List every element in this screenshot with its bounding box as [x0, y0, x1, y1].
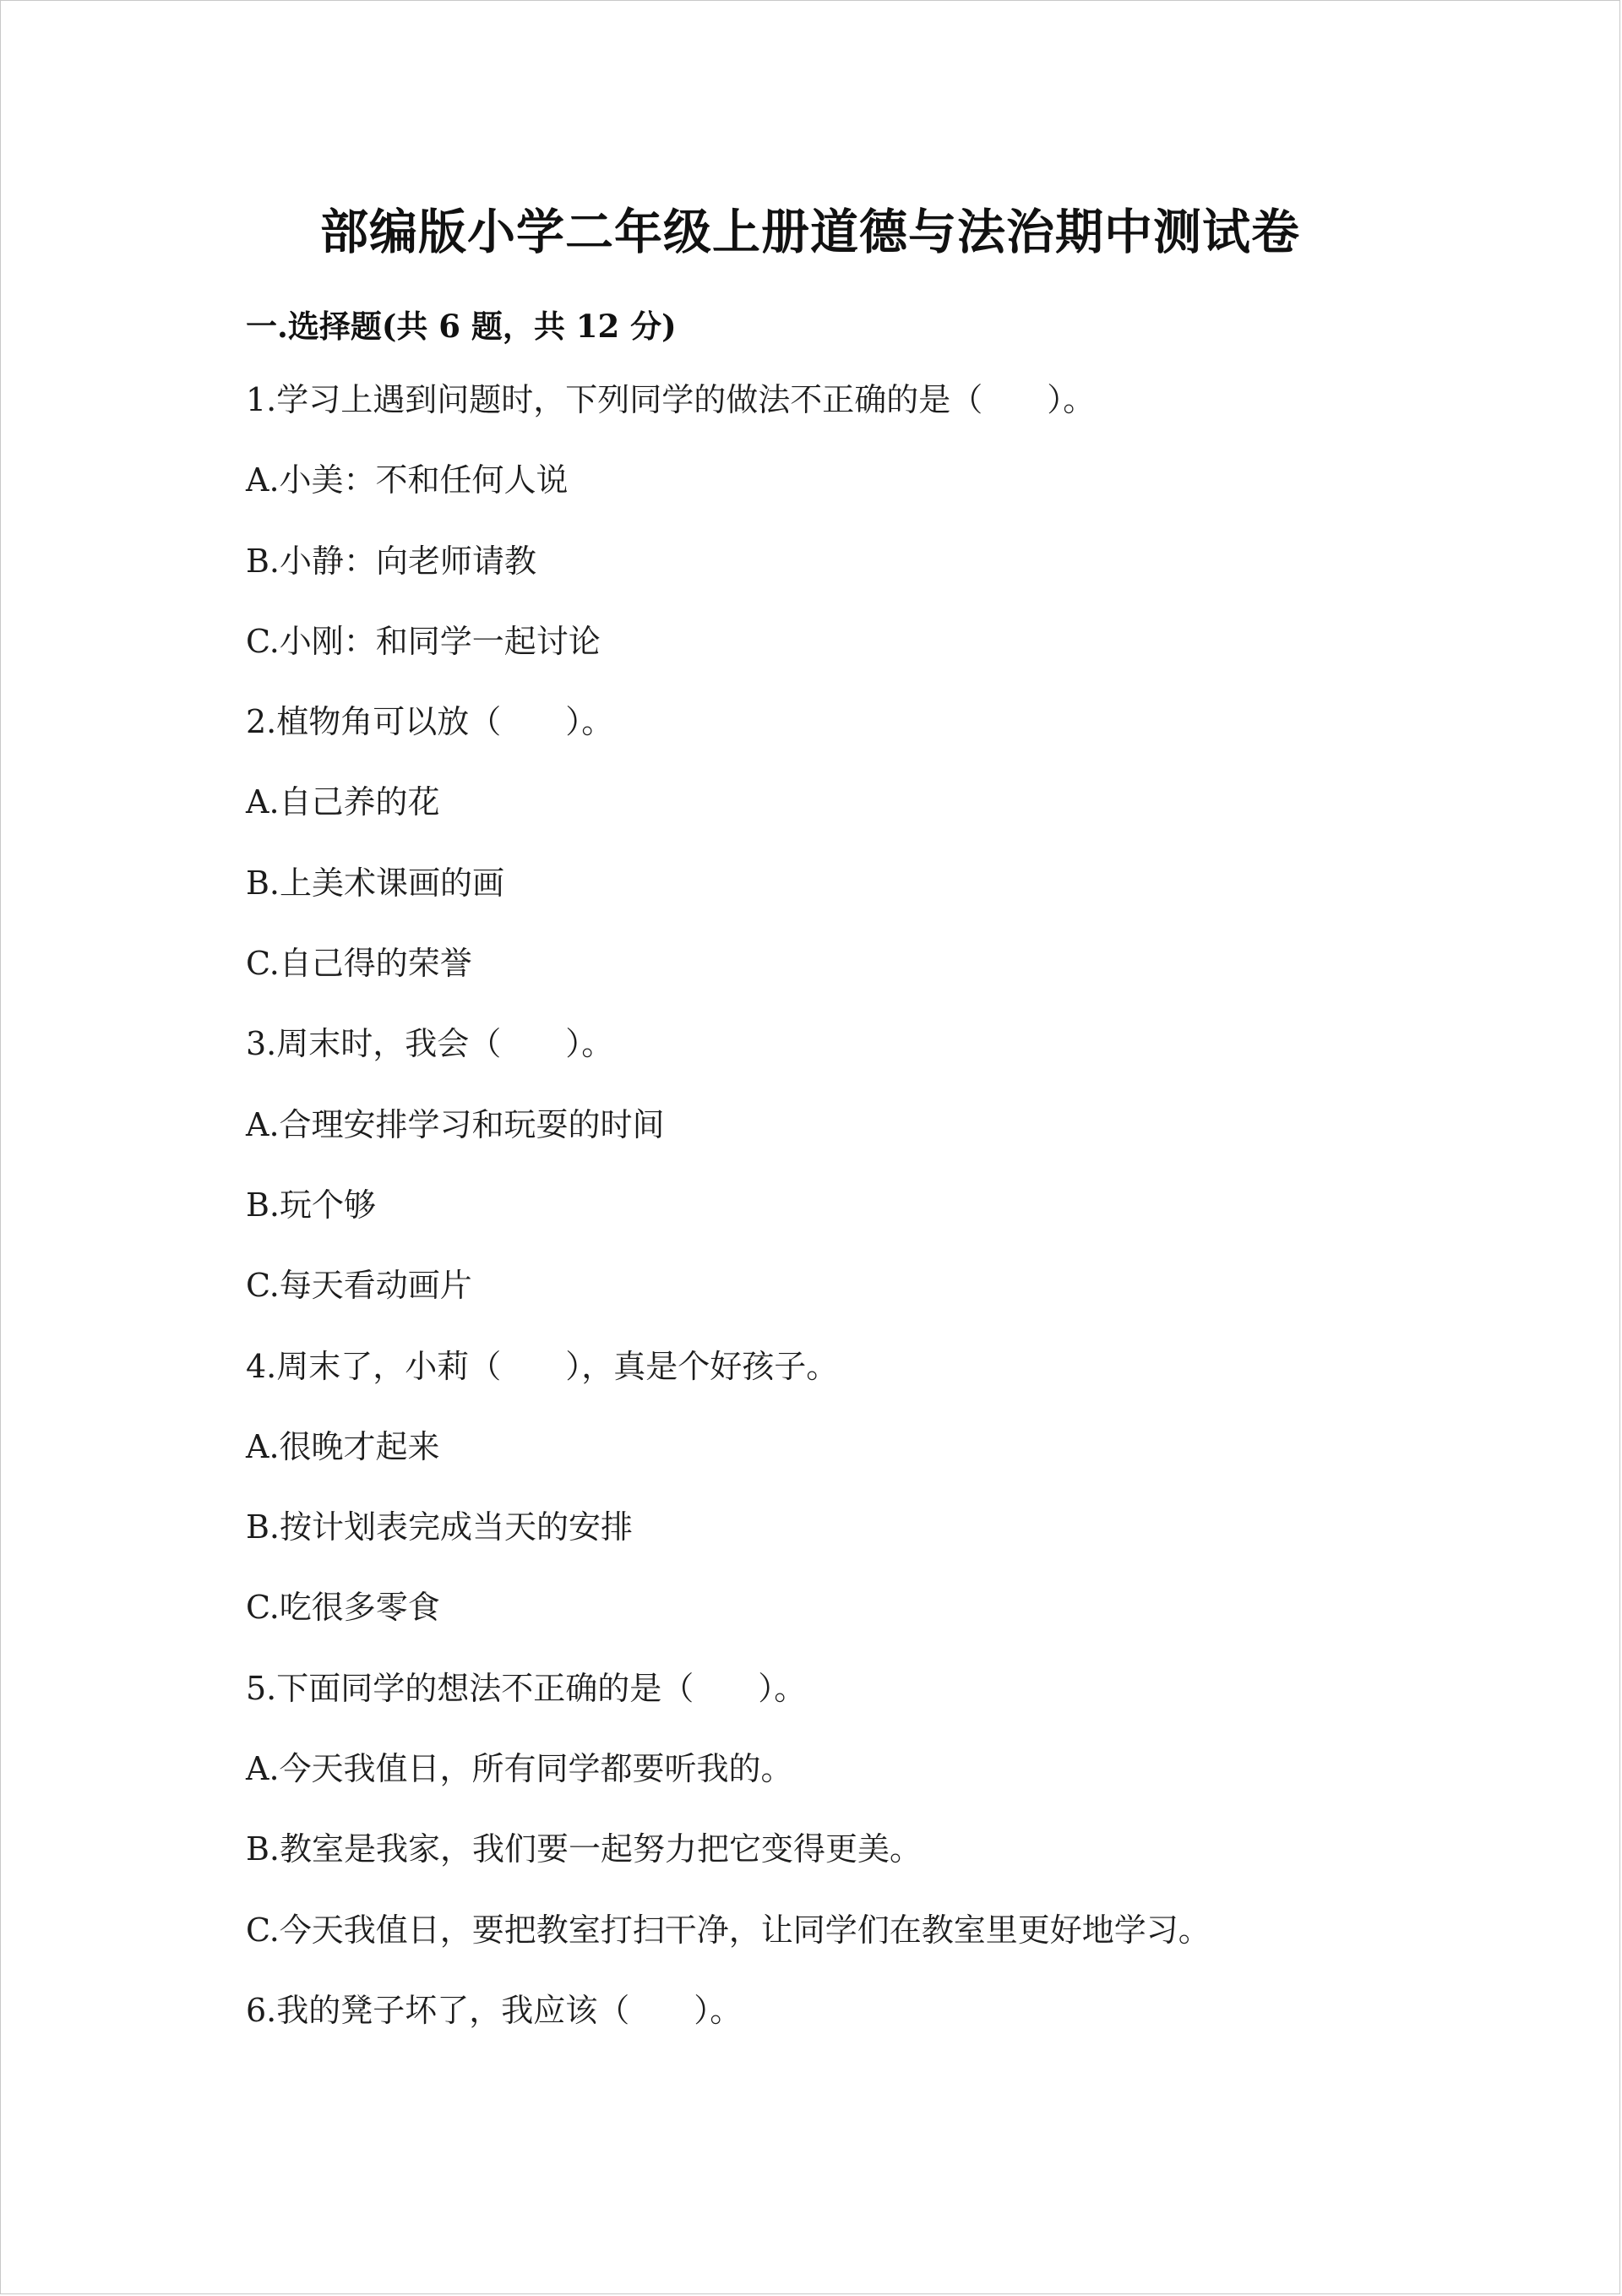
- answer-option: C.自己得的荣誉: [246, 945, 472, 983]
- answer-option: B.按计划表完成当天的安排: [246, 1508, 634, 1546]
- answer-option: A.自己养的花: [246, 783, 440, 821]
- page-title: 部编版小学二年级上册道德与法治期中测试卷: [320, 204, 1300, 260]
- question-stem: 6.我的凳子坏了，我应该（ ）。: [246, 1991, 743, 2029]
- question-stem: 3.周末时，我会（ ）。: [246, 1025, 614, 1063]
- answer-option: A.很晚才起来: [246, 1427, 440, 1465]
- answer-option: A.小美：不和任何人说: [246, 461, 569, 499]
- answer-option: C.今天我值日，要把教室打扫干净，让同学们在教室里更好地学习。: [246, 1911, 1211, 1949]
- answer-option: A.合理安排学习和玩耍的时间: [246, 1105, 665, 1143]
- question-stem: 1.学习上遇到问题时，下列同学的做法不正确的是（ ）。: [246, 381, 1096, 418]
- question-list: [246, 378, 1429, 2069]
- answer-option: B.玩个够: [246, 1186, 377, 1224]
- answer-option: C.吃很多零食: [246, 1589, 440, 1627]
- question-stem: 5.下面同学的想法不正确的是（ ）。: [246, 1669, 807, 1707]
- answer-option: C.每天看动画片: [246, 1267, 472, 1305]
- question-stem: 4.周末了，小莉（ ），真是个好孩子。: [246, 1347, 839, 1385]
- question-stem: 2.植物角可以放（ ）。: [246, 703, 614, 741]
- answer-option: C.小刚：和同学一起讨论: [246, 622, 601, 660]
- answer-option: A.今天我值日，所有同学都要听我的。: [246, 1750, 793, 1788]
- answer-option: B.小静：向老师请教: [246, 542, 537, 580]
- answer-option: B.上美术课画的画: [246, 864, 505, 902]
- section-heading: 一.选择题(共 6 题，共 12 分): [246, 308, 677, 345]
- answer-option: B.教室是我家，我们要一起努力把它变得更美。: [246, 1830, 923, 1868]
